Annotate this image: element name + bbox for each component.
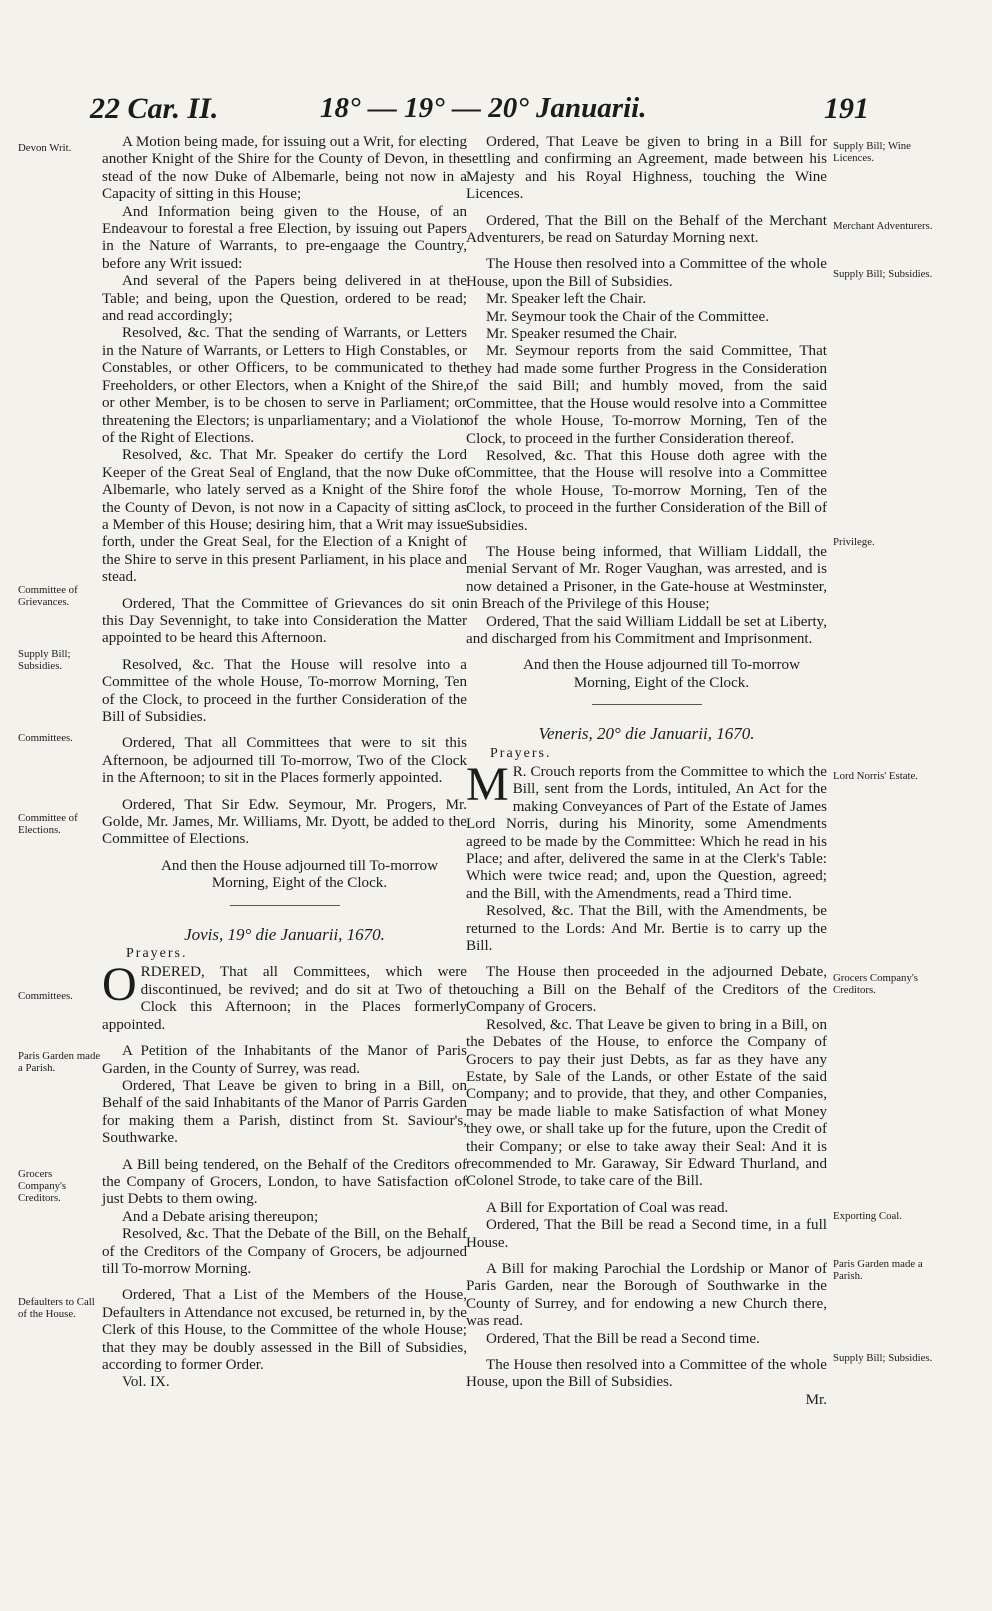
paragraph: Ordered, That Sir Edw. Seymour, Mr. Progers, Mr. Golde, Mr. James, Mr. Williams, Mr. Dyott, be added to the Committee of Elections. [102,796,467,848]
margin-note-devon-writ: Devon Writ. [18,142,72,154]
paragraph: A Bill for making Parochial the Lordship or Manor of Paris Garden, near the Borough of Southwarke in the County of Surrey, and for endowing a new Church there, was read. [466,1260,827,1330]
day-heading: Jovis, 19° die Januarii, 1670. [184,924,385,944]
paragraph: Resolved, &c. That the Debate of the Bill, on the Behalf of the Creditors of the Company of Grocers, be adjourned till To-morrow Morning. [102,1226,467,1277]
paragraph: Ordered, That Leave be given to bring in a Bill, on Behalf of the said Inhabitants of the Manor of Parris Garden for making them a Parish, distinct from St. Saviour's, Southwarke. [102,1077,467,1147]
prayers-label: Prayers. [126,946,188,962]
page-number: 191 [824,92,869,125]
header-regnal-year: 22 Car. II. [90,92,219,125]
volume-signature: Vol. IX. [122,1374,170,1391]
margin-note-defaulters: Defaulters to Call of the House. [18,1296,95,1320]
paragraph: Mr. Speaker left the Chair. [486,291,647,308]
paragraph: Mr. Speaker resumed the Chair. [486,326,678,343]
right-column [466,134,827,1409]
paragraph: Resolved, &c. That Leave be given to bring in a Bill, on the Debates of the House, to enforce the Company of Grocers to pay their just Debts, as far as they have any Estate, by Sale of the Lands, or other Estate of the said Company; and to provide, that they, and other Companies, may be made liable to make Satisfaction of what Money they owe, or shall take up for the future, upon the Credit of their Company; or else to take away their Seal: And it is recommended to Mr. Garaway, Sir Edward Thurland, and Colonel Strode, to take care of the Bill. [466,1016,827,1190]
header-dates: 18° — 19° — 20° Januarii. [320,92,647,124]
left-column [102,134,467,1392]
section-rule [230,905,340,906]
margin-note-supply-wine: Supply Bill; Wine Licences. [833,140,911,164]
margin-note-supply-bill-subsidies: Supply Bill; Subsidies. [833,1352,933,1364]
paragraph: A Bill for Exportation of Coal was read. [486,1199,729,1216]
paragraph: The House then proceeded in the adjourned Debate, touching a Bill on the Behalf of the Creditors of the Company of Grocers. [466,964,827,1016]
paragraph: And a Debate arising thereupon; [122,1208,319,1225]
paragraph: Resolved, &c. That this House doth agree with the Committee, that the House will resolve into a Committee of the whole House, To-morrow Morning, Ten of the Clock, to proceed in the further Consideration of the Bill of Subsidies. [466,447,827,534]
margin-note-lord-norris: Lord Norris' Estate. [833,770,918,782]
adjournment-line: And then the House adjourned till To-morrow Morning, Eight of the Clock. [160,857,438,892]
paragraph: Ordered, That the said William Liddall be set at Liberty, and discharged from his Commitment and Imprisonment. [466,613,827,647]
paragraph: Ordered, That the Bill be read a Second time, in a full House. [466,1217,827,1251]
margin-note-exporting-coal: Exporting Coal. [833,1210,902,1222]
paragraph: Mr. Seymour took the Chair of the Committee. [486,308,769,325]
drop-cap: O [102,958,137,1012]
margin-note-committees: Committees. [18,732,73,744]
paragraph: Ordered, That a List of the Members of the House, Defaulters in Attendance not excused, be returned in, by the Clerk of this House, to the Committee of the whole House; that they may be doubly assessed in the Bill of Subsidies, according to former Order. [102,1287,467,1373]
day-heading: Veneris, 20° die Januarii, 1670. [538,724,755,744]
paragraph: ORDERED, That all Committees, which were discontinued, be revived; and do sit at Two of the Clock this Afternoon; in the Places formerly appointed. [102,958,467,1033]
margin-note-grocers: Grocers Company's Creditors. [833,972,919,996]
margin-note-committee-elections: Committee of Elections. [18,812,78,836]
paragraph: Resolved, &c. That Mr. Speaker do certify the Lord Keeper of the Great Seal of England, that the now Duke of Albemarle, who lately served as a Knight of the Shire for the County of Devon, is not now in a Capacity of sitting as a Member of this House; desiring him, that a Writ may issue forth, under the Great Seal, for the Election of a Knight of the Shire to serve in this present Parliament, in his place and stead. [102,447,467,586]
paragraph: Resolved, &c. That the sending of Warrants, or Letters in the Nature of Warrants, or Letters to High Constables, or Constables, or other Officers, to be communicated to the Freeholders, or other Electors, when a Knight of the Shire, or other Member, is to be chosen to serve in Parliament; or threatening the Electors; is unparliamentary; and a Violation of the Right of Elections. [102,325,467,446]
paragraph: Ordered, That the Committee of Grievances do sit on this Day Sevennight, to take into Consideration the Matter appointed to be heard this Afternoon. [102,595,467,647]
paragraph: Ordered, That the Bill on the Behalf of the Merchant Adventurers, be read on Saturday Morning next. [466,212,827,247]
paragraph: Ordered, That the Bill be read a Second time. [486,1330,760,1347]
paragraph: Mr. Seymour reports from the said Committee, That they had made some further Progress in the Consideration of the said Bill; and humbly moved, from the said Committee, that the House would resolve into a Committee of the whole House, To-morrow Morning, Ten of the Clock, to proceed in the further Consideration thereof. [466,343,827,447]
margin-note-committees: Committees. [18,990,73,1002]
drop-cap: M [466,758,509,811]
prayers-label: Prayers. [490,745,552,761]
paragraph: And several of the Papers being delivered in at the Table; and being, upon the Question, ordered to be read; and read accordingly; [102,273,467,325]
paragraph: A Motion being made, for issuing out a Writ, for electing another Knight of the Shire for the County of Devon, in the stead of the now Duke of Albemarle, being not now in a Capacity of sitting in this House; [102,134,467,203]
paragraph: Ordered, That Leave be given to bring in a Bill for settling and confirming an Agreement, made between his Majesty and his Royal Highness, touching the Wine Licences. [466,134,827,203]
paragraph: Ordered, That all Committees that were to sit this Afternoon, be adjourned till To-morrow, Two of the Clock in the Afternoon; to sit in the Places formerly appointed. [102,735,467,787]
margin-note-merchant-adventurers: Merchant Adventurers. [833,220,933,232]
margin-note-paris-garden: Paris Garden made a Parish. [833,1258,923,1282]
margin-note-paris-garden: Paris Garden made a Parish. [18,1050,101,1074]
margin-note-grocers: Grocers Company's Creditors. [18,1168,67,1204]
paragraph: M R. Crouch reports from the Committee to which the Bill, sent from the Lords, intituled, An Act for the making Conveyances of Part of the Estate of James Lord Norris, during his Minority, some Amendments agreed to be made by the Committee: Which he read in his Place; and after, delivered the same in at the Clerk's Table: Which were twice read; and, upon the Question, agreed; and the Bill, with the Amendments, read a Third time. [466,758,827,902]
margin-note-committee-grievances: Committee of Grievances. [18,584,78,608]
catchword: Mr. [805,1391,827,1408]
paragraph: A Petition of the Inhabitants of the Manor of Paris Garden, in the County of Surrey, was read. [102,1043,467,1077]
margin-note-privilege: Privilege. [833,536,875,548]
paragraph: Resolved, &c. That the House will resolve into a Committee of the whole House, To-morrow Morning, Ten of the Clock, to proceed in the further Consideration of the Bill of Subsidies. [102,656,467,725]
paragraph: The House then resolved into a Committee of the whole House, upon the Bill of Subsidies. [466,1357,827,1391]
paragraph: The House then resolved into a Committee of the whole House, upon the Bill of Subsidies. [466,256,827,290]
paragraph: And Information being given to the House, of an Endeavour to forestal a free Election, by issuing out Papers in the Nature of Warrants, to pre-engaage the Country, before any Writ issued: [102,203,467,272]
paragraph: Resolved, &c. That the Bill, with the Amendments, be returned to the Lords: And Mr. Bertie is to carry up the Bill. [466,903,827,955]
paragraph: A Bill being tendered, on the Behalf of the Creditors of the Company of Grocers, London, to have Satisfaction of just Debts to them owing. [102,1156,467,1208]
margin-note-supply-bill-subsidies: Supply Bill; Subsidies. [833,268,933,280]
section-rule [592,704,702,705]
margin-note-supply-bill-subsidies: Supply Bill; Subsidies. [18,648,71,672]
paragraph: The House being informed, that William Liddall, the menial Servant of Mr. Roger Vaughan, was arrested, and is now detained a Prisoner, in the Gate-house at Westminster, in Breach of the Privilege of this House; [466,543,827,613]
adjournment-line: And then the House adjourned till To-morrow Morning, Eight of the Clock. [522,657,800,691]
